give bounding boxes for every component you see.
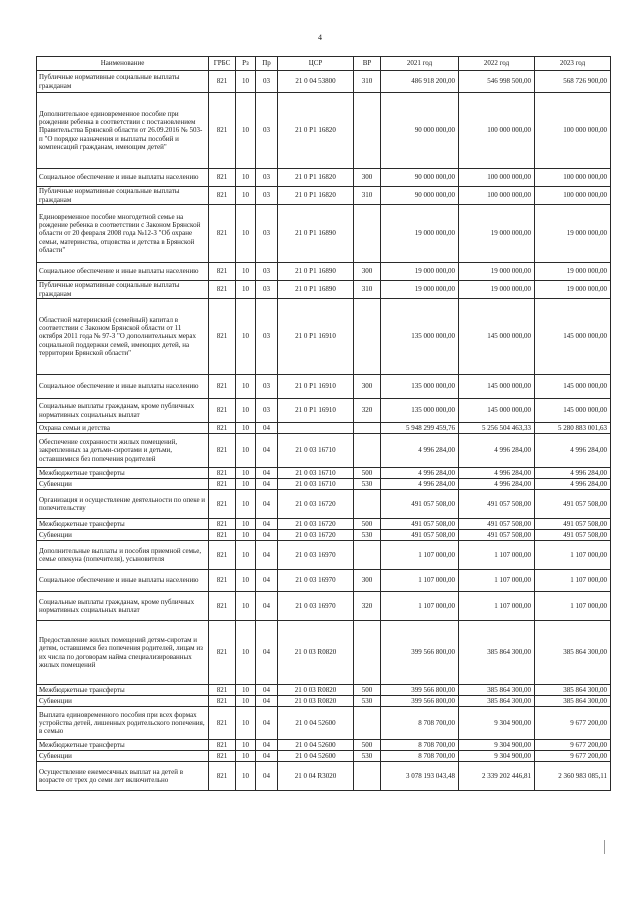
cell-csr: 21 0 04 52600	[278, 707, 354, 740]
cell-csr: 21 0 03 16710	[278, 468, 354, 479]
cell-grbs: 821	[209, 375, 236, 399]
cell-pr: 04	[256, 479, 278, 490]
cell-y2023: 491 057 508,00	[535, 519, 611, 530]
table-header-row	[37, 57, 611, 71]
table-row	[37, 519, 611, 530]
table-row	[37, 169, 611, 187]
cell-y2023: 100 000 000,00	[535, 169, 611, 187]
table-row	[37, 530, 611, 541]
cell-vr	[354, 707, 381, 740]
cell-grbs: 821	[209, 519, 236, 530]
cell-name: Дополнительное единовременное пособие при рождении ребенка в соответствии с постановлением Правительства Брянской области от 26.09.2016 № 503-п "О порядке назначения и выплаты пособий и компенсаций гражданам, имеющим детей"	[37, 93, 209, 169]
cell-rz: 10	[236, 519, 256, 530]
cell-y2022: 491 057 508,00	[459, 530, 535, 541]
cell-y2023: 385 864 300,00	[535, 621, 611, 685]
cell-name: Межбюджетные трансферты	[37, 468, 209, 479]
cell-y2021: 486 918 200,00	[381, 71, 459, 93]
table-row	[37, 71, 611, 93]
cell-vr	[354, 93, 381, 169]
cell-y2022: 4 996 284,00	[459, 479, 535, 490]
cell-csr: 21 0 03 R0820	[278, 685, 354, 696]
table-row	[37, 751, 611, 762]
cell-rz: 10	[236, 490, 256, 519]
cell-name: Социальное обеспечение и иные выплаты населению	[37, 570, 209, 592]
cell-name: Субвенции	[37, 751, 209, 762]
cell-grbs: 821	[209, 696, 236, 707]
cell-pr: 04	[256, 490, 278, 519]
cell-csr: 21 0 03 R0820	[278, 621, 354, 685]
cell-vr	[354, 541, 381, 570]
cell-pr: 04	[256, 707, 278, 740]
cell-name: Единовременное пособие многодетной семье на рождение ребенка в соответствии с Законом Брянской области от 20 февраля 2008 года №12-З "Об охране семьи, материнства, отцовства и детства в Брянской области"	[37, 205, 209, 263]
cell-grbs: 821	[209, 423, 236, 434]
cell-name: Публичные нормативные социальные выплаты гражданам	[37, 281, 209, 299]
cell-vr: 300	[354, 375, 381, 399]
cell-y2022: 546 998 500,00	[459, 71, 535, 93]
table-row	[37, 434, 611, 468]
cell-name: Социальные выплаты гражданам, кроме публичных нормативных социальных выплат	[37, 399, 209, 423]
cell-rz: 10	[236, 740, 256, 751]
cell-y2023: 100 000 000,00	[535, 187, 611, 205]
table-row	[37, 479, 611, 490]
cell-csr: 21 0 04 52600	[278, 751, 354, 762]
cell-grbs: 821	[209, 205, 236, 263]
cell-y2022: 145 000 000,00	[459, 299, 535, 375]
budget-table	[36, 56, 611, 791]
cell-vr: 310	[354, 71, 381, 93]
cell-rz: 10	[236, 468, 256, 479]
cell-y2021: 19 000 000,00	[381, 263, 459, 281]
cell-y2023: 9 677 200,00	[535, 751, 611, 762]
table-row	[37, 570, 611, 592]
cell-csr: 21 0 03 16720	[278, 519, 354, 530]
cell-pr: 04	[256, 570, 278, 592]
cell-name: Социальные выплаты гражданам, кроме публичных нормативных социальных выплат	[37, 592, 209, 621]
cell-y2022: 145 000 000,00	[459, 375, 535, 399]
table-row	[37, 696, 611, 707]
cell-vr: 530	[354, 696, 381, 707]
cell-name: Субвенции	[37, 479, 209, 490]
cell-name: Социальное обеспечение и иные выплаты населению	[37, 375, 209, 399]
cell-y2023: 4 996 284,00	[535, 468, 611, 479]
cell-csr: 21 0 P1 16820	[278, 187, 354, 205]
cell-y2022: 100 000 000,00	[459, 93, 535, 169]
cell-csr: 21 0 03 16970	[278, 541, 354, 570]
cell-vr: 300	[354, 570, 381, 592]
cell-y2021: 491 057 508,00	[381, 519, 459, 530]
cell-y2023: 4 996 284,00	[535, 434, 611, 468]
cell-y2022: 19 000 000,00	[459, 281, 535, 299]
table-row	[37, 93, 611, 169]
cell-pr: 04	[256, 621, 278, 685]
cell-grbs: 821	[209, 263, 236, 281]
cell-pr: 03	[256, 299, 278, 375]
table-row	[37, 490, 611, 519]
cell-y2021: 399 566 800,00	[381, 685, 459, 696]
cell-y2021: 3 078 193 043,48	[381, 762, 459, 791]
cell-y2023: 100 000 000,00	[535, 93, 611, 169]
cell-csr: 21 0 03 R0820	[278, 696, 354, 707]
cell-pr: 03	[256, 281, 278, 299]
cell-y2023: 1 107 000,00	[535, 541, 611, 570]
cell-y2021: 135 000 000,00	[381, 299, 459, 375]
table-row	[37, 762, 611, 791]
cell-grbs: 821	[209, 541, 236, 570]
cell-y2023: 145 000 000,00	[535, 399, 611, 423]
cell-pr: 04	[256, 519, 278, 530]
cell-csr: 21 0 P1 16890	[278, 281, 354, 299]
cell-rz: 10	[236, 281, 256, 299]
cell-name: Охрана семьи и детства	[37, 423, 209, 434]
cell-name: Субвенции	[37, 530, 209, 541]
cell-y2021: 8 708 700,00	[381, 707, 459, 740]
cell-y2022: 100 000 000,00	[459, 169, 535, 187]
cell-pr: 04	[256, 423, 278, 434]
cell-pr: 03	[256, 205, 278, 263]
table-row	[37, 399, 611, 423]
cell-grbs: 821	[209, 762, 236, 791]
cell-grbs: 821	[209, 434, 236, 468]
cell-grbs: 821	[209, 570, 236, 592]
table-row	[37, 541, 611, 570]
cell-y2022: 19 000 000,00	[459, 263, 535, 281]
table-row	[37, 740, 611, 751]
cell-y2023: 1 107 000,00	[535, 592, 611, 621]
cell-pr: 03	[256, 399, 278, 423]
header-2021: 2021 год	[381, 57, 459, 71]
cell-vr: 500	[354, 685, 381, 696]
cell-vr: 310	[354, 187, 381, 205]
header-name: Наименование	[37, 57, 209, 71]
header-2022: 2022 год	[459, 57, 535, 71]
cell-rz: 10	[236, 93, 256, 169]
cell-vr: 530	[354, 751, 381, 762]
cell-pr: 04	[256, 685, 278, 696]
cell-pr: 04	[256, 530, 278, 541]
header-pr: Пр	[256, 57, 278, 71]
cell-y2023: 19 000 000,00	[535, 205, 611, 263]
cell-vr	[354, 490, 381, 519]
cell-y2022: 4 996 284,00	[459, 468, 535, 479]
cell-grbs: 821	[209, 299, 236, 375]
cell-vr: 500	[354, 740, 381, 751]
cell-y2023: 4 996 284,00	[535, 479, 611, 490]
cell-y2022: 1 107 000,00	[459, 541, 535, 570]
cell-vr	[354, 434, 381, 468]
table-row	[37, 423, 611, 434]
cell-grbs: 821	[209, 751, 236, 762]
cell-rz: 10	[236, 707, 256, 740]
table-row	[37, 263, 611, 281]
cell-vr	[354, 205, 381, 263]
table-row	[37, 187, 611, 205]
cell-y2021: 4 996 284,00	[381, 479, 459, 490]
table-body	[37, 71, 611, 791]
cell-vr: 530	[354, 479, 381, 490]
cell-rz: 10	[236, 423, 256, 434]
header-rz: Рз	[236, 57, 256, 71]
cell-name: Межбюджетные трансферты	[37, 519, 209, 530]
cell-rz: 10	[236, 685, 256, 696]
cell-name: Публичные нормативные социальные выплаты гражданам	[37, 187, 209, 205]
cell-vr	[354, 762, 381, 791]
cell-pr: 03	[256, 93, 278, 169]
cell-vr: 530	[354, 530, 381, 541]
cell-csr: 21 0 P1 16910	[278, 299, 354, 375]
cell-csr: 21 0 P1 16890	[278, 263, 354, 281]
cell-csr: 21 0 03 16710	[278, 434, 354, 468]
cell-y2022: 9 304 900,00	[459, 707, 535, 740]
cell-rz: 10	[236, 299, 256, 375]
cell-vr: 500	[354, 519, 381, 530]
cell-grbs: 821	[209, 740, 236, 751]
cell-vr	[354, 423, 381, 434]
cell-rz: 10	[236, 479, 256, 490]
cell-y2022: 491 057 508,00	[459, 519, 535, 530]
scan-artifact	[604, 840, 605, 854]
cell-y2023: 19 000 000,00	[535, 281, 611, 299]
cell-csr: 21 0 03 16720	[278, 490, 354, 519]
cell-pr: 04	[256, 468, 278, 479]
table-row	[37, 592, 611, 621]
cell-y2021: 1 107 000,00	[381, 570, 459, 592]
cell-grbs: 821	[209, 187, 236, 205]
cell-vr: 320	[354, 399, 381, 423]
header-vr: ВР	[354, 57, 381, 71]
cell-y2021: 19 000 000,00	[381, 205, 459, 263]
table-row	[37, 468, 611, 479]
cell-csr: 21 0 P1 16820	[278, 93, 354, 169]
table-row	[37, 299, 611, 375]
cell-grbs: 821	[209, 93, 236, 169]
cell-name: Межбюджетные трансферты	[37, 685, 209, 696]
cell-y2021: 8 708 700,00	[381, 751, 459, 762]
cell-csr: 21 0 04 R3020	[278, 762, 354, 791]
cell-csr: 21 0 P1 16820	[278, 169, 354, 187]
cell-name: Социальное обеспечение и иные выплаты населению	[37, 263, 209, 281]
cell-y2022: 385 864 300,00	[459, 621, 535, 685]
cell-y2023: 9 677 200,00	[535, 740, 611, 751]
cell-csr	[278, 423, 354, 434]
table-row	[37, 621, 611, 685]
cell-y2022: 145 000 000,00	[459, 399, 535, 423]
cell-pr: 04	[256, 434, 278, 468]
header-csr: ЦСР	[278, 57, 354, 71]
cell-vr: 300	[354, 263, 381, 281]
cell-grbs: 821	[209, 468, 236, 479]
table-row	[37, 375, 611, 399]
cell-y2022: 9 304 900,00	[459, 740, 535, 751]
cell-csr: 21 0 04 52600	[278, 740, 354, 751]
cell-y2022: 5 256 504 463,33	[459, 423, 535, 434]
cell-y2021: 135 000 000,00	[381, 399, 459, 423]
cell-rz: 10	[236, 434, 256, 468]
cell-y2021: 19 000 000,00	[381, 281, 459, 299]
cell-rz: 10	[236, 263, 256, 281]
cell-csr: 21 0 P1 16910	[278, 375, 354, 399]
cell-y2021: 491 057 508,00	[381, 490, 459, 519]
cell-rz: 10	[236, 570, 256, 592]
cell-grbs: 821	[209, 685, 236, 696]
cell-rz: 10	[236, 696, 256, 707]
table-row	[37, 707, 611, 740]
cell-name: Социальное обеспечение и иные выплаты населению	[37, 169, 209, 187]
cell-y2023: 145 000 000,00	[535, 299, 611, 375]
cell-grbs: 821	[209, 479, 236, 490]
cell-y2021: 90 000 000,00	[381, 169, 459, 187]
cell-pr: 03	[256, 375, 278, 399]
cell-csr: 21 0 P1 16910	[278, 399, 354, 423]
cell-pr: 04	[256, 762, 278, 791]
cell-y2023: 385 864 300,00	[535, 696, 611, 707]
cell-name: Публичные нормативные социальные выплаты гражданам	[37, 71, 209, 93]
cell-rz: 10	[236, 71, 256, 93]
cell-vr: 500	[354, 468, 381, 479]
cell-y2022: 19 000 000,00	[459, 205, 535, 263]
cell-rz: 10	[236, 592, 256, 621]
cell-grbs: 821	[209, 530, 236, 541]
cell-grbs: 821	[209, 707, 236, 740]
cell-rz: 10	[236, 530, 256, 541]
cell-rz: 10	[236, 751, 256, 762]
cell-name: Областной материнский (семейный) капитал в соответствии с Законом Брянской области от 11 октября 2011 года № 97-З "О дополнительных мерах социальной поддержки семей, имеющих детей, на территории Брянской области"	[37, 299, 209, 375]
cell-pr: 04	[256, 751, 278, 762]
cell-y2022: 385 864 300,00	[459, 685, 535, 696]
cell-vr: 310	[354, 281, 381, 299]
cell-name: Осуществление ежемесячных выплат на детей в возрасте от трех до семи лет включительно	[37, 762, 209, 791]
cell-y2021: 399 566 800,00	[381, 621, 459, 685]
cell-y2022: 385 864 300,00	[459, 696, 535, 707]
cell-pr: 04	[256, 696, 278, 707]
cell-pr: 03	[256, 187, 278, 205]
cell-grbs: 821	[209, 621, 236, 685]
cell-grbs: 821	[209, 399, 236, 423]
page-number: 4	[318, 33, 322, 42]
cell-y2023: 145 000 000,00	[535, 375, 611, 399]
cell-rz: 10	[236, 375, 256, 399]
cell-y2022: 100 000 000,00	[459, 187, 535, 205]
cell-y2022: 9 304 900,00	[459, 751, 535, 762]
cell-csr: 21 0 03 16710	[278, 479, 354, 490]
cell-name: Выплата единовременного пособия при всех формах устройства детей, лишенных родительского попечения, в семью	[37, 707, 209, 740]
cell-y2021: 90 000 000,00	[381, 187, 459, 205]
cell-y2022: 1 107 000,00	[459, 570, 535, 592]
cell-y2023: 1 107 000,00	[535, 570, 611, 592]
cell-vr	[354, 299, 381, 375]
cell-y2021: 5 948 299 459,76	[381, 423, 459, 434]
header-grbs: ГРБС	[209, 57, 236, 71]
cell-name: Предоставление жилых помещений детям-сиротам и детям, оставшимся без попечения родителей, лицам из их числа по договорам найма специализированных жилых помещений	[37, 621, 209, 685]
cell-y2022: 491 057 508,00	[459, 490, 535, 519]
cell-pr: 04	[256, 592, 278, 621]
cell-y2023: 19 000 000,00	[535, 263, 611, 281]
cell-y2021: 399 566 800,00	[381, 696, 459, 707]
cell-y2021: 1 107 000,00	[381, 592, 459, 621]
cell-csr: 21 0 03 16970	[278, 570, 354, 592]
cell-grbs: 821	[209, 169, 236, 187]
cell-rz: 10	[236, 621, 256, 685]
table-row	[37, 685, 611, 696]
cell-vr: 300	[354, 169, 381, 187]
cell-pr: 04	[256, 740, 278, 751]
cell-y2021: 8 708 700,00	[381, 740, 459, 751]
cell-y2023: 5 280 883 001,63	[535, 423, 611, 434]
cell-name: Организация и осуществление деятельности по опеке и попечительству	[37, 490, 209, 519]
cell-y2023: 2 360 983 085,11	[535, 762, 611, 791]
cell-name: Межбюджетные трансферты	[37, 740, 209, 751]
cell-rz: 10	[236, 541, 256, 570]
cell-y2022: 4 996 284,00	[459, 434, 535, 468]
cell-csr: 21 0 03 16970	[278, 592, 354, 621]
cell-y2023: 491 057 508,00	[535, 530, 611, 541]
header-2023: 2023 год	[535, 57, 611, 71]
cell-y2023: 491 057 508,00	[535, 490, 611, 519]
cell-pr: 03	[256, 169, 278, 187]
cell-y2022: 1 107 000,00	[459, 592, 535, 621]
cell-y2023: 568 726 900,00	[535, 71, 611, 93]
cell-vr	[354, 621, 381, 685]
cell-grbs: 821	[209, 490, 236, 519]
cell-y2021: 1 107 000,00	[381, 541, 459, 570]
cell-rz: 10	[236, 762, 256, 791]
cell-grbs: 821	[209, 592, 236, 621]
table-row	[37, 281, 611, 299]
cell-vr: 320	[354, 592, 381, 621]
cell-rz: 10	[236, 169, 256, 187]
table-row	[37, 205, 611, 263]
cell-y2021: 4 996 284,00	[381, 468, 459, 479]
cell-y2021: 491 057 508,00	[381, 530, 459, 541]
cell-pr: 04	[256, 541, 278, 570]
cell-csr: 21 0 03 16720	[278, 530, 354, 541]
cell-csr: 21 0 04 53800	[278, 71, 354, 93]
cell-rz: 10	[236, 399, 256, 423]
cell-grbs: 821	[209, 71, 236, 93]
cell-y2023: 9 677 200,00	[535, 707, 611, 740]
cell-y2021: 90 000 000,00	[381, 93, 459, 169]
cell-rz: 10	[236, 187, 256, 205]
cell-y2021: 4 996 284,00	[381, 434, 459, 468]
cell-csr: 21 0 P1 16890	[278, 205, 354, 263]
cell-y2022: 2 339 202 446,81	[459, 762, 535, 791]
cell-name: Субвенции	[37, 696, 209, 707]
cell-pr: 03	[256, 263, 278, 281]
cell-pr: 03	[256, 71, 278, 93]
cell-grbs: 821	[209, 281, 236, 299]
cell-rz: 10	[236, 205, 256, 263]
cell-name: Обеспечение сохранности жилых помещений, закрепленных за детьми-сиротами и детьми, оставшимися без попечения родителей	[37, 434, 209, 468]
cell-y2021: 135 000 000,00	[381, 375, 459, 399]
cell-y2023: 385 864 300,00	[535, 685, 611, 696]
cell-name: Дополнительные выплаты и пособия приемной семье, семье опекуна (попечителя), усыновителя	[37, 541, 209, 570]
